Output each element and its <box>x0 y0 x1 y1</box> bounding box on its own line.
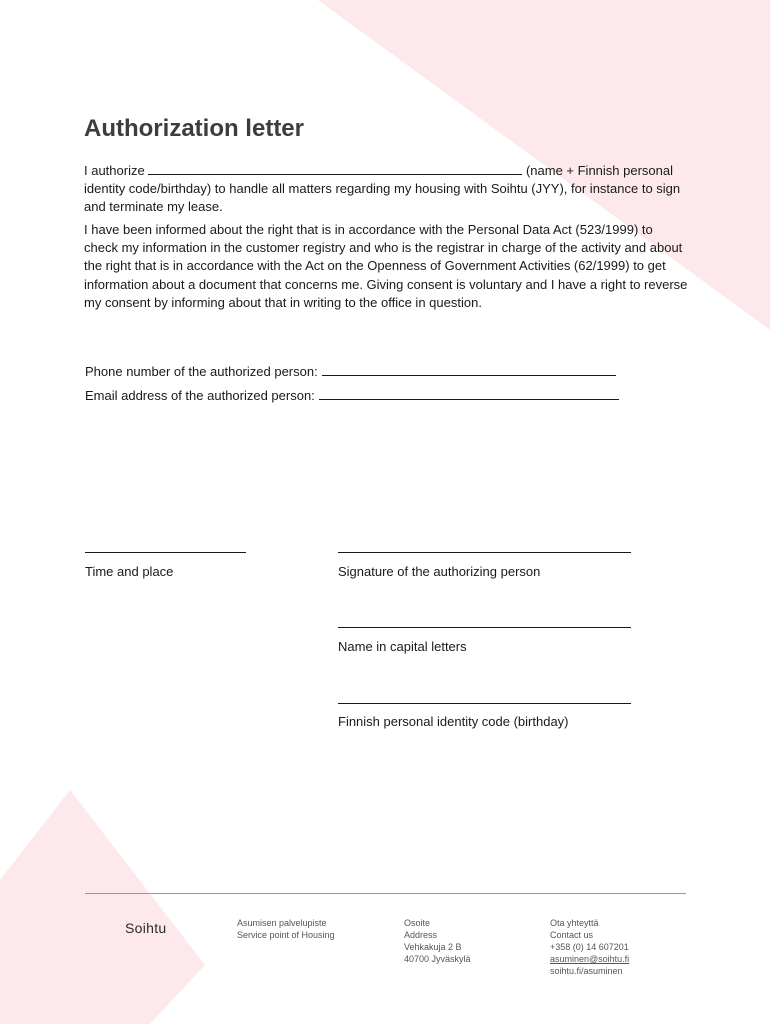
footer-divider <box>85 893 686 894</box>
footer-phone: +358 (0) 14 607201 <box>550 942 629 952</box>
consent-paragraph: I have been informed about the right that is in accordance with the Personal Data Act (523/1999) to check my information in the customer registry and who is the registrar in charge of the activity and about the right that is in accordance with the Act on the Openness of Government Activities (62/1999) to get information about a document that concerns me. Giving consent is voluntary and I have a right to reverse my consent by informing about that in writing to the office in question. <box>84 222 688 310</box>
footer-text: Address <box>404 930 438 940</box>
footer-service-point <box>237 917 335 941</box>
page-title: Authorization letter <box>84 115 304 142</box>
identity-code-label: Finnish personal identity code (birthday) <box>338 714 569 729</box>
email-label: Email address of the authorized person: <box>85 388 315 403</box>
soihtu-logo: Soihtu <box>125 920 167 936</box>
signature-label: Signature of the authorizing person <box>338 564 541 579</box>
phone-blank[interactable] <box>322 363 616 376</box>
footer-text: Asumisen palvelupiste <box>237 918 327 928</box>
footer-address <box>404 917 471 965</box>
email-field <box>85 387 619 403</box>
authorization-paragraph <box>84 162 689 217</box>
phone-label: Phone number of the authorized person: <box>85 364 318 379</box>
footer-email-link[interactable]: asuminen@soihtu.fi <box>550 954 630 964</box>
footer-text: Ota yhteyttä <box>550 918 599 928</box>
footer-text: Service point of Housing <box>237 930 335 940</box>
signature-line[interactable] <box>338 552 631 553</box>
name-capitals-line[interactable] <box>338 627 631 628</box>
footer-text: Vehkakuja 2 B <box>404 942 462 952</box>
time-place-label: Time and place <box>85 564 174 579</box>
name-capitals-label: Name in capital letters <box>338 639 467 654</box>
identity-code-line[interactable] <box>338 703 631 704</box>
footer-text: 40700 Jyväskylä <box>404 954 471 964</box>
email-blank[interactable] <box>319 387 619 400</box>
time-place-line[interactable] <box>85 552 246 553</box>
authorize-suffix: (name + Finnish personal identity code/birthday) to handle all matters regarding my housing with Soihtu (JYY), for instance to sign and terminate my lease. <box>84 163 681 215</box>
footer-text: Osoite <box>404 918 431 928</box>
phone-field <box>85 363 616 379</box>
authorize-prefix: I authorize <box>84 163 145 178</box>
authorized-person-blank[interactable] <box>148 162 522 175</box>
footer-web[interactable]: soihtu.fi/asuminen <box>550 966 623 976</box>
footer-contact <box>550 917 629 977</box>
footer-text: Contact us <box>550 930 594 940</box>
